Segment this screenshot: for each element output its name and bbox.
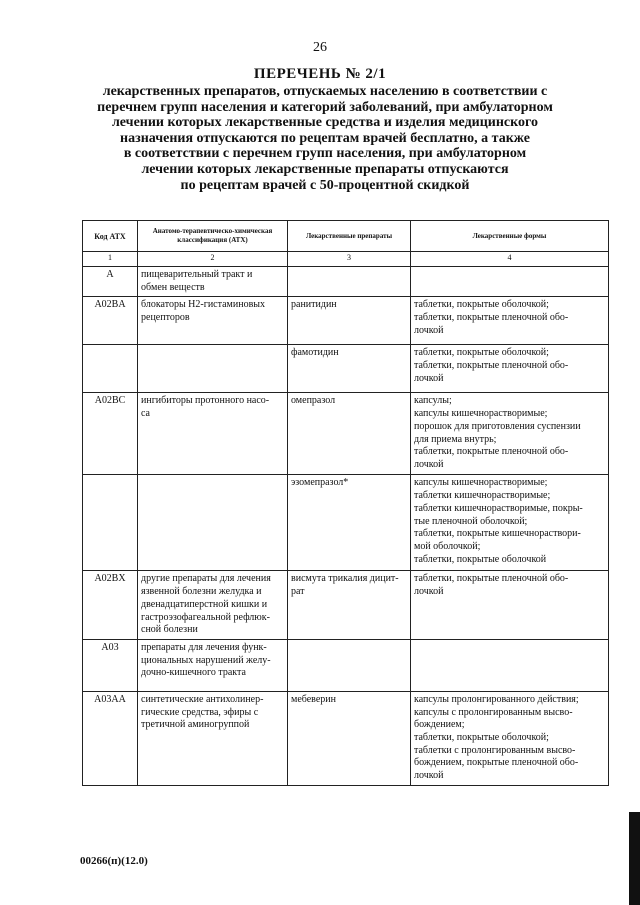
atc-classification-line: ингибиторы протонного насо-: [141, 395, 270, 407]
scan-edge-mark: [629, 812, 640, 905]
dosage-forms-line: лочкой: [414, 586, 444, 598]
column-number-row: [83, 252, 609, 267]
atc-classification-cell: [138, 297, 288, 345]
dosage-forms-line: капсулы пролонгированного действия;: [414, 693, 579, 705]
dosage-forms-line: таблетки кишечнорастворимые, покры-: [414, 502, 583, 514]
dosage-forms-line: таблетки, покрытые оболочкой;: [414, 347, 549, 359]
atc-classification-cell: [138, 267, 288, 297]
atc-classification-line: рецепторов: [141, 312, 190, 324]
dosage-forms-cell: [411, 297, 609, 345]
table-row: [83, 639, 609, 691]
dosage-forms-cell: [411, 639, 609, 691]
atc-classification-line: дочно-кишечного тракта: [141, 667, 246, 679]
dosage-forms-line: лочкой: [414, 458, 444, 470]
atc-code-cell: A02BC: [83, 393, 138, 475]
dosage-forms-line: лочкой: [414, 324, 444, 336]
atc-classification-cell: [138, 691, 288, 785]
dosage-forms-line: таблетки, покрытые пленочной обо-: [414, 360, 569, 372]
dosage-forms-line: лочкой: [414, 372, 444, 384]
table-header-row: [83, 221, 609, 252]
atc-classification-line: синтетические антихолинер-: [141, 693, 264, 705]
column-number: 2: [138, 252, 288, 267]
dosage-forms-line: тые пленочной оболочкой;: [414, 515, 528, 527]
dosage-forms-line: порошок для приготовления суспензии: [414, 420, 581, 432]
dosage-forms-cell: [411, 691, 609, 785]
subtitle-line: лечении которых лекарственные средства и изделия медицинского: [111, 115, 539, 131]
document-code: 00266(п)(12.0): [80, 855, 148, 867]
atc-classification-line: блокаторы Н2-гистаминовых: [141, 299, 266, 311]
dosage-forms-line: бождением, покрытые пленочной обо-: [414, 757, 579, 769]
dosage-forms-line: капсулы;: [414, 395, 452, 407]
dosage-forms-line: таблетки, покрытые пленочной обо-: [414, 446, 569, 458]
dosage-forms-cell: [411, 393, 609, 475]
atc-classification-cell: [138, 393, 288, 475]
dosage-forms-cell: [411, 571, 609, 640]
page-number: 26: [313, 40, 327, 55]
column-number: 1: [83, 252, 138, 267]
atc-code-cell: A03AA: [83, 691, 138, 785]
subtitle-line: лекарственных препаратов, отпускаемых населению в соответствии с: [102, 84, 548, 99]
dosage-forms-line: для приема внутрь;: [414, 433, 497, 445]
dosage-forms-line: таблетки, покрытые пленочной обо-: [414, 312, 569, 324]
dosage-forms-line: бождением;: [414, 719, 465, 731]
table-row: [83, 267, 609, 297]
atc-classification-line: язвенной болезни желудка и: [141, 586, 262, 598]
drug-name-line: рат: [291, 586, 305, 598]
atc-classification-line: третичной аминогруппой: [141, 719, 250, 731]
atc-classification-line: препараты для лечения функ-: [141, 641, 267, 653]
drug-name-cell: [288, 691, 411, 785]
table-row: [83, 571, 609, 640]
atc-code-cell: A02BX: [83, 571, 138, 640]
dosage-forms-line: таблетки, покрытые оболочкой;: [414, 732, 549, 744]
dosage-forms-line: таблетки, покрытые оболочкой: [414, 553, 547, 565]
atc-code-cell: [83, 475, 138, 571]
dosage-forms-line: таблетки, покрытые кишечнораствори-: [414, 528, 581, 540]
document-subtitle: [80, 84, 570, 193]
table-row: [83, 345, 609, 393]
dosage-forms-cell: [411, 345, 609, 393]
drug-name-cell: [288, 475, 411, 571]
drug-name-line: ранитидин: [291, 299, 337, 311]
header-dosage-forms: Лекарственные формы: [411, 221, 609, 252]
subtitle-line: перечнем групп населения и категорий заболеваний, при амбулаторном: [97, 99, 553, 115]
dosage-forms-line: капсулы кишечнорастворимые;: [414, 408, 548, 420]
atc-classification-line: циональных нарушений желу-: [141, 654, 271, 666]
dosage-forms-line: таблетки, покрытые пленочной обо-: [414, 573, 569, 585]
dosage-forms-line: лочкой: [414, 770, 444, 782]
atc-classification-cell: [138, 639, 288, 691]
dosage-forms-line: таблетки кишечнорастворимые;: [414, 490, 551, 502]
drug-table: [82, 220, 609, 786]
atc-classification-cell: [138, 345, 288, 393]
header-atc-code: Код АТХ: [83, 221, 138, 252]
subtitle-line: назначения отпускаются по рецептам врачей бесплатно, а также: [120, 130, 530, 146]
dosage-forms-line: капсулы с пролонгированным высво-: [414, 706, 573, 718]
table-row: [83, 393, 609, 475]
drug-name-line: фамотидин: [291, 347, 339, 359]
dosage-forms-line: капсулы кишечнорастворимые;: [414, 477, 548, 489]
atc-classification-line: гические средства, эфиры с: [141, 706, 259, 718]
subtitle-line: по рецептам врачей с 50-процентной скидкой: [180, 177, 470, 193]
dosage-forms-line: таблетки с пролонгированным высво-: [414, 744, 576, 756]
drug-name-line: эзомепразол*: [291, 477, 349, 489]
atc-classification-line: гастроэзофагеальной рефлюк-: [141, 611, 270, 623]
atc-classification-line: пищеварительный тракт и: [141, 269, 253, 280]
subtitle-line: в соответствии с перечнем групп населения, при амбулаторном: [123, 146, 527, 162]
atc-code-cell: A03: [83, 639, 138, 691]
atc-classification-line: сной болезни: [141, 624, 198, 636]
table-row: [83, 297, 609, 345]
atc-code-cell: А: [83, 267, 138, 297]
atc-classification-cell: [138, 475, 288, 571]
document-title: ПЕРЕЧЕНЬ № 2/1: [253, 66, 387, 82]
drug-name-cell: [288, 345, 411, 393]
atc-code-cell: [83, 345, 138, 393]
drug-name-line: омепразол: [291, 395, 336, 407]
drug-name-cell: [288, 639, 411, 691]
atc-classification-cell: [138, 571, 288, 640]
header-drugs: Лекарственные препараты: [288, 221, 411, 252]
subtitle-line: лечении которых лекарственные препараты отпускаются: [141, 161, 509, 177]
atc-code-cell: A02BA: [83, 297, 138, 345]
dosage-forms-line: таблетки, покрытые оболочкой;: [414, 299, 549, 311]
drug-name-cell: [288, 571, 411, 640]
drug-name-cell: [288, 393, 411, 475]
atc-classification-line: обмен веществ: [141, 281, 205, 293]
atc-classification-line: са: [141, 408, 150, 420]
header-atc-classification: Анатомо-терапевтическо-химическая классификация (АТХ): [138, 221, 288, 252]
drug-name-cell: [288, 267, 411, 297]
drug-name-line: мебеверин: [291, 693, 336, 705]
table-row: [83, 691, 609, 785]
dosage-forms-cell: [411, 475, 609, 571]
atc-classification-line: другие препараты для лечения: [141, 573, 271, 585]
atc-classification-line: двенадцатиперстной кишки и: [141, 598, 268, 610]
dosage-forms-cell: [411, 267, 609, 297]
dosage-forms-line: мой оболочкой;: [414, 540, 481, 552]
column-number: 3: [288, 252, 411, 267]
table-row: [83, 475, 609, 571]
drug-name-line: висмута трикалия дицит-: [291, 573, 399, 585]
drug-name-cell: [288, 297, 411, 345]
column-number: 4: [411, 252, 609, 267]
